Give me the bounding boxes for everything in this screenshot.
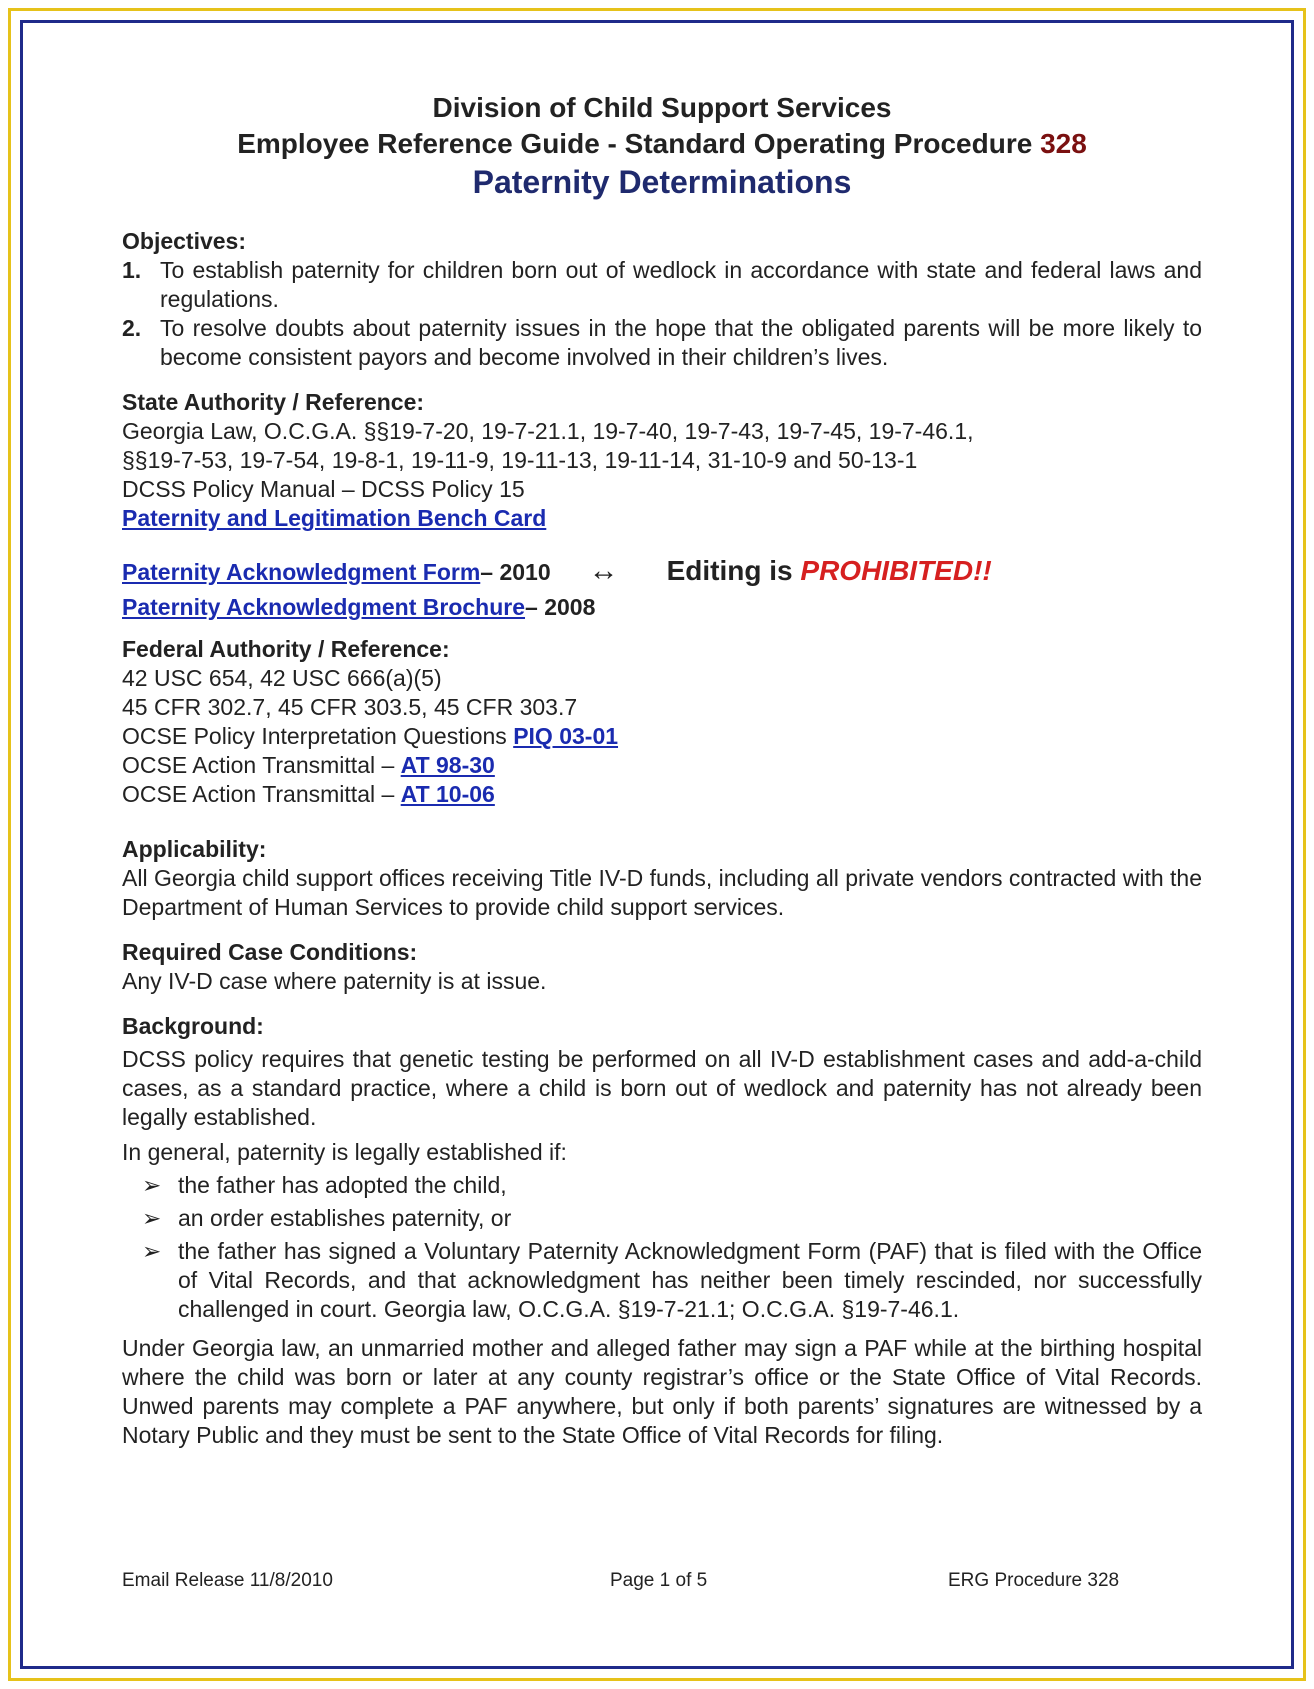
list-item bbox=[122, 314, 1202, 372]
procedure-number: 328 bbox=[1040, 128, 1087, 159]
at-line-2 bbox=[122, 780, 1202, 809]
list-text: the father has signed a Voluntary Paternity Acknowledgment Form (PAF) that is filed with the Office of Vital Records, and that acknowledgment has neither been timely rescinded, nor successfully challenged in court. Georgia law, O.C.G.A. §19-7-21.1; O.C.G.A. §19-7-46.1. bbox=[178, 1238, 1202, 1322]
footer-release-date: Email Release 11/8/2010 bbox=[122, 1570, 333, 1591]
arrow-bullet-icon: ➢ bbox=[142, 1205, 162, 1231]
usc-line: 42 USC 654, 42 USC 666(a)(5) bbox=[122, 665, 442, 691]
document-page bbox=[122, 92, 1202, 1450]
at-label: OCSE Action Transmittal – bbox=[122, 781, 401, 807]
piq-line bbox=[122, 722, 1202, 751]
brochure-year: – 2008 bbox=[525, 594, 596, 620]
forms-section bbox=[122, 553, 1202, 625]
list-number: 2. bbox=[122, 315, 142, 341]
list-text: To resolve doubts about paternity issues in the hope that the obligated parents will be more likely to become consistent payors and become involved in their children’s lives. bbox=[160, 315, 1202, 370]
list-number: 1. bbox=[122, 257, 142, 283]
prohibited-warning: PROHIBITED!! bbox=[800, 555, 992, 586]
background-section bbox=[122, 1012, 1202, 1450]
at-98-30-link[interactable]: AT 98-30 bbox=[400, 752, 495, 778]
page-title: Paternity Determinations bbox=[472, 164, 852, 200]
state-law-line1: Georgia Law, O.C.G.A. §§19-7-20, 19-7-21.1, 19-7-40, 19-7-43, 19-7-45, 19-7-46.1, bbox=[122, 418, 974, 444]
at-label: OCSE Action Transmittal – bbox=[122, 752, 401, 778]
piq-link[interactable]: PIQ 03-01 bbox=[513, 723, 619, 749]
piq-label: OCSE Policy Interpretation Questions bbox=[122, 723, 514, 749]
list-text: an order establishes paternity, or bbox=[178, 1205, 512, 1231]
division-title: Division of Child Support Services bbox=[432, 92, 892, 123]
applicability-section bbox=[122, 835, 1202, 922]
at-line-1 bbox=[122, 751, 1202, 780]
list-item bbox=[122, 1237, 1202, 1324]
list-item bbox=[122, 1204, 1202, 1233]
objectives-heading: Objectives: bbox=[122, 228, 246, 254]
guide-title-text: Employee Reference Guide - Standard Operating Procedure bbox=[237, 128, 1033, 159]
required-conditions-heading: Required Case Conditions: bbox=[122, 939, 418, 965]
document-header bbox=[122, 92, 1202, 201]
list-item bbox=[122, 1171, 1202, 1200]
footer-page-number: Page 1 of 5 bbox=[610, 1570, 708, 1591]
bench-card-link[interactable]: Paternity and Legitimation Bench Card bbox=[122, 505, 547, 531]
state-authority-heading: State Authority / Reference: bbox=[122, 389, 425, 415]
form-year: – 2010 bbox=[480, 559, 551, 585]
list-text: the father has adopted the child, bbox=[178, 1172, 507, 1198]
list-item bbox=[122, 256, 1202, 314]
state-law-line2: §§19-7-53, 19-7-54, 19-8-1, 19-11-9, 19-11-13, 19-11-14, 31-10-9 and 50-13-1 bbox=[122, 447, 918, 473]
form-row bbox=[122, 553, 1202, 590]
arrow-bullet-icon: ➢ bbox=[142, 1238, 162, 1264]
editing-notice-text: Editing is bbox=[666, 555, 801, 586]
acknowledgment-form-link[interactable]: Paternity Acknowledgment Form bbox=[122, 559, 481, 585]
state-authority-section bbox=[122, 388, 1202, 533]
background-para-3: Under Georgia law, an unmarried mother and alleged father may sign a PAF while at the birthing hospital where the child was born or later at any county registrar’s office or the State Office of Vital Records. Unwed parents may complete a PAF anywhere, but only if both parents’ signatures are witnessed by a Notary Public and they must be sent to the State Office of Vital Records for filing. bbox=[122, 1335, 1202, 1448]
acknowledgment-brochure-link[interactable]: Paternity Acknowledgment Brochure bbox=[122, 594, 526, 620]
objectives-list bbox=[122, 256, 1202, 372]
brochure-row bbox=[122, 590, 1202, 625]
federal-authority-section bbox=[122, 635, 1202, 809]
background-para-1: DCSS policy requires that genetic testing be performed on all IV-D establishment cases and add-a-child cases, as a standard practice, where a child is born out of wedlock and paternity has not already been legally established. bbox=[122, 1046, 1202, 1130]
background-para-2: In general, paternity is legally established if: bbox=[122, 1139, 567, 1165]
double-arrow-icon: ↔ bbox=[588, 554, 619, 587]
cfr-line: 45 CFR 302.7, 45 CFR 303.5, 45 CFR 303.7 bbox=[122, 694, 578, 720]
list-text: To establish paternity for children born out of wedlock in accordance with state and federal laws and regulations. bbox=[160, 257, 1202, 312]
objectives-section bbox=[122, 227, 1202, 372]
editing-notice bbox=[667, 553, 992, 588]
applicability-heading: Applicability: bbox=[122, 836, 267, 862]
background-heading: Background: bbox=[122, 1013, 264, 1039]
required-conditions-section bbox=[122, 938, 1202, 996]
policy-manual-line: DCSS Policy Manual – DCSS Policy 15 bbox=[122, 476, 525, 502]
applicability-text: All Georgia child support offices receiving Title IV-D funds, including all private vendors contracted with the Department of Human Services to provide child support services. bbox=[122, 865, 1202, 920]
guide-title bbox=[122, 128, 1202, 160]
at-10-06-link[interactable]: AT 10-06 bbox=[400, 781, 495, 807]
federal-authority-heading: Federal Authority / Reference: bbox=[122, 636, 450, 662]
paternity-criteria-list bbox=[122, 1171, 1202, 1324]
arrow-bullet-icon: ➢ bbox=[142, 1172, 162, 1198]
footer-procedure-id: ERG Procedure 328 bbox=[948, 1570, 1120, 1591]
required-conditions-text: Any IV-D case where paternity is at issue. bbox=[122, 968, 547, 994]
